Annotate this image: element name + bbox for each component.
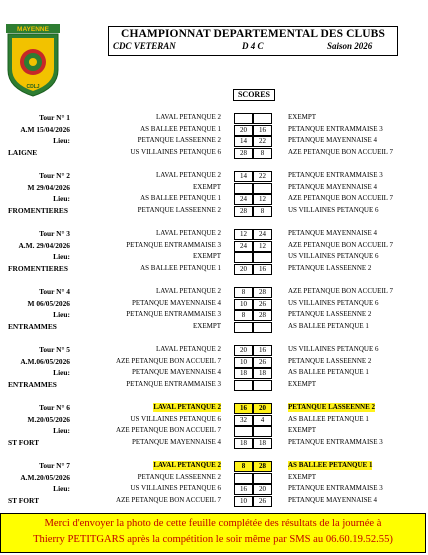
home-score-cell[interactable] [234,113,253,124]
page-title: CHAMPIONNAT DEPARTEMENTAL DES CLUBS [121,28,385,40]
round-location: ST FORT [8,437,40,447]
round-location: ENTRAMMES [8,321,57,331]
away-team: PETANQUE ENTRAMMAISE 3 [288,484,383,493]
home-score-cell[interactable]: 14 [234,171,253,182]
away-score-cell[interactable] [253,183,272,194]
home-score-cell[interactable]: 28 [234,206,253,217]
championship-header [108,26,398,56]
away-team: US VILLAINES PETANQUE 6 [288,252,379,261]
home-team: US VILLAINES PETANQUE 6 [130,147,221,156]
logo-top-text: MAYENNE [17,26,49,34]
away-score-cell[interactable]: 20 [253,403,272,414]
home-score-cell[interactable] [234,426,253,437]
away-team: AS BALLEE PETANQUE 1 [288,461,373,469]
home-score-cell[interactable]: 16 [234,403,253,414]
away-team: PETANQUE MAYENNAISE 4 [288,182,378,191]
home-score-cell[interactable] [234,322,253,333]
away-team: AS BALLEE PETANQUE 1 [288,321,369,330]
home-score-cell[interactable]: 10 [234,299,253,310]
round-number: Tour N° 3 [39,229,70,238]
home-team: PETANQUE LASSEENNE 2 [137,136,221,145]
round-date: A.M.06/05/2026 [20,356,70,366]
home-score-cell[interactable]: 8 [234,287,253,298]
away-score-cell[interactable]: 28 [253,310,272,321]
home-score-cell[interactable]: 32 [234,415,253,426]
category-label: CDC VETERAN [113,41,176,51]
round-number: Tour N° 5 [39,345,70,354]
season-label: Saison 2026 [327,41,373,51]
round-location-label: Lieu: [53,484,70,494]
round-location-label: Lieu: [53,368,70,378]
round-block [0,461,428,507]
home-score-cell[interactable]: 18 [234,368,253,379]
home-score-cell[interactable]: 28 [234,148,253,159]
round-location-label: Lieu: [53,310,70,320]
home-score-cell[interactable]: 18 [234,438,253,449]
away-score-cell[interactable]: 28 [253,287,272,298]
home-score-cell[interactable]: 24 [234,194,253,205]
round-block [0,287,428,333]
home-score-cell[interactable]: 8 [234,461,253,472]
home-team: PETANQUE ENTRAMMAISE 3 [126,240,221,249]
home-score-cell[interactable]: 14 [234,136,253,147]
home-score-cell[interactable]: 20 [234,125,253,136]
away-score-cell[interactable]: 22 [253,171,272,182]
away-score-cell[interactable] [253,426,272,437]
home-team: LAVAL PETANQUE 2 [155,345,221,353]
home-score-cell[interactable]: 24 [234,241,253,252]
home-team: AS BALLEE PETANQUE 1 [140,194,221,203]
away-score-cell[interactable]: 12 [253,241,272,252]
round-location-label: Lieu: [53,252,70,262]
away-team: PETANQUE ENTRAMMAISE 3 [288,437,383,446]
home-team: LAVAL PETANQUE 2 [155,113,221,121]
away-team: PETANQUE LASSEENNE 2 [288,403,376,411]
round-date: A.M 15/04/2026 [20,124,70,134]
away-team: EXEMPT [288,113,316,121]
round-number: Tour N° 1 [39,113,70,122]
home-team: LAVAL PETANQUE 2 [153,403,221,411]
round-block [0,345,428,391]
away-score-cell[interactable] [253,252,272,263]
home-team: AZE PETANQUE BON ACCUEIL 7 [116,426,221,435]
home-team: LAVAL PETANQUE 2 [153,461,221,469]
away-team: US VILLAINES PETANQUE 6 [288,345,379,353]
home-team: LAVAL PETANQUE 2 [155,171,221,179]
home-team: EXEMPT [193,252,221,261]
away-score-cell[interactable]: 26 [253,496,272,507]
round-date: A.M.20/05/2026 [20,472,70,482]
away-team: PETANQUE ENTRAMMAISE 3 [288,171,383,179]
home-score-cell[interactable] [234,380,253,391]
away-score-cell[interactable]: 26 [253,357,272,368]
round-block [0,113,428,159]
home-team: LAVAL PETANQUE 2 [155,229,221,237]
round-location: FROMENTIERES [8,205,68,215]
home-score-cell[interactable]: 16 [234,484,253,495]
home-score-cell[interactable]: 20 [234,345,253,356]
round-date: M 29/04/2026 [27,182,70,192]
round-date: M.20/05/2026 [27,414,70,424]
away-score-cell[interactable]: 12 [253,194,272,205]
round-location-label: Lieu: [53,426,70,436]
round-location: ENTRAMMES [8,379,57,389]
home-team: LAVAL PETANQUE 2 [155,287,221,295]
home-team: AS BALLEE PETANQUE 1 [140,263,221,272]
cdlj-logo [4,24,62,98]
away-team: AZE PETANQUE BON ACCUEIL 7 [288,147,393,156]
home-team: AZE PETANQUE BON ACCUEIL 7 [116,356,221,365]
home-team: AZE PETANQUE BON ACCUEIL 7 [116,495,221,504]
away-score-cell[interactable]: 18 [253,368,272,379]
away-team: PETANQUE LASSEENNE 2 [288,310,372,319]
away-team: AS BALLEE PETANQUE 1 [288,414,369,423]
logo-bottom-text: CDLJ [26,84,40,90]
away-team: AZE PETANQUE BON ACCUEIL 7 [288,240,393,249]
home-team: PETANQUE MAYENNAISE 4 [131,368,221,377]
round-number: Tour N° 7 [39,461,70,470]
home-team: PETANQUE ENTRAMMAISE 3 [126,310,221,319]
home-score-cell[interactable]: 8 [234,310,253,321]
round-date: M 06/05/2026 [27,298,70,308]
away-team: PETANQUE ENTRAMMAISE 3 [288,124,383,133]
round-location-label: Lieu: [53,194,70,204]
home-team: US VILLAINES PETANQUE 6 [130,484,221,493]
home-score-cell[interactable]: 20 [234,264,253,275]
away-team: US VILLAINES PETANQUE 6 [288,298,379,307]
home-team: AS BALLEE PETANQUE 1 [140,124,221,133]
round-location-label: Lieu: [53,136,70,146]
away-score-cell[interactable]: 8 [253,148,272,159]
away-team: PETANQUE MAYENNAISE 4 [288,229,378,237]
round-location: FROMENTIERES [8,263,68,273]
away-team: PETANQUE LASSEENNE 2 [288,263,372,272]
home-score-cell[interactable] [234,183,253,194]
footer-line-1: Merci d'envoyer la photo de cette feuille complétée des résultats de la journée à [44,518,382,529]
home-team: PETANQUE MAYENNAISE 4 [131,437,221,446]
round-location: LAIGNE [8,147,38,157]
round-block [0,229,428,275]
round-date: A.M. 29/04/2026 [18,240,70,250]
away-score-cell[interactable]: 16 [253,264,272,275]
away-score-cell[interactable]: 26 [253,299,272,310]
home-team: US VILLAINES PETANQUE 6 [130,414,221,423]
away-team: EXEMPT [288,472,316,481]
round-location: ST FORT [8,495,40,505]
away-team: AZE PETANQUE BON ACCUEIL 7 [288,287,393,295]
round-block [0,403,428,449]
home-score-cell[interactable]: 10 [234,496,253,507]
round-number: Tour N° 4 [39,287,70,296]
round-block [0,171,428,217]
away-team: PETANQUE MAYENNAISE 4 [288,495,378,504]
away-score-cell[interactable] [253,113,272,124]
away-score-cell[interactable]: 20 [253,484,272,495]
away-score-cell[interactable]: 4 [253,415,272,426]
home-team: PETANQUE LASSEENNE 2 [137,205,221,214]
home-score-cell[interactable]: 10 [234,357,253,368]
away-score-cell[interactable]: 28 [253,461,272,472]
away-team: EXEMPT [288,426,316,435]
away-score-cell[interactable] [253,380,272,391]
away-score-cell[interactable] [253,322,272,333]
home-team: EXEMPT [193,182,221,191]
footer-notice [0,513,426,553]
away-team: EXEMPT [288,379,316,388]
round-number: Tour N° 6 [39,403,70,412]
home-team: PETANQUE ENTRAMMAISE 3 [126,379,221,388]
away-team: AS BALLEE PETANQUE 1 [288,368,369,377]
home-team: EXEMPT [193,321,221,330]
footer-line-2: Thierry PETITGARS après la compétition le soir même par SMS au 06.60.19.52.55) [33,534,393,545]
round-number: Tour N° 2 [39,171,70,180]
away-score-cell[interactable]: 16 [253,345,272,356]
away-score-cell[interactable]: 22 [253,136,272,147]
home-team: PETANQUE LASSEENNE 2 [137,472,221,481]
away-team: PETANQUE MAYENNAISE 4 [288,136,378,145]
away-team: US VILLAINES PETANQUE 6 [288,205,379,214]
away-score-cell[interactable]: 24 [253,229,272,240]
home-score-cell[interactable] [234,473,253,484]
home-score-cell[interactable] [234,252,253,263]
mayenne-shield-icon [4,24,62,98]
scores-header: SCORES [233,89,275,101]
away-team: PETANQUE LASSEENNE 2 [288,356,372,365]
away-score-cell[interactable]: 18 [253,438,272,449]
away-score-cell[interactable]: 16 [253,125,272,136]
home-score-cell[interactable]: 12 [234,229,253,240]
away-score-cell[interactable]: 8 [253,206,272,217]
division-label: D 4 C [242,41,264,51]
away-team: AZE PETANQUE BON ACCUEIL 7 [288,194,393,203]
home-team: PETANQUE MAYENNAISE 4 [131,298,221,307]
away-score-cell[interactable] [253,473,272,484]
